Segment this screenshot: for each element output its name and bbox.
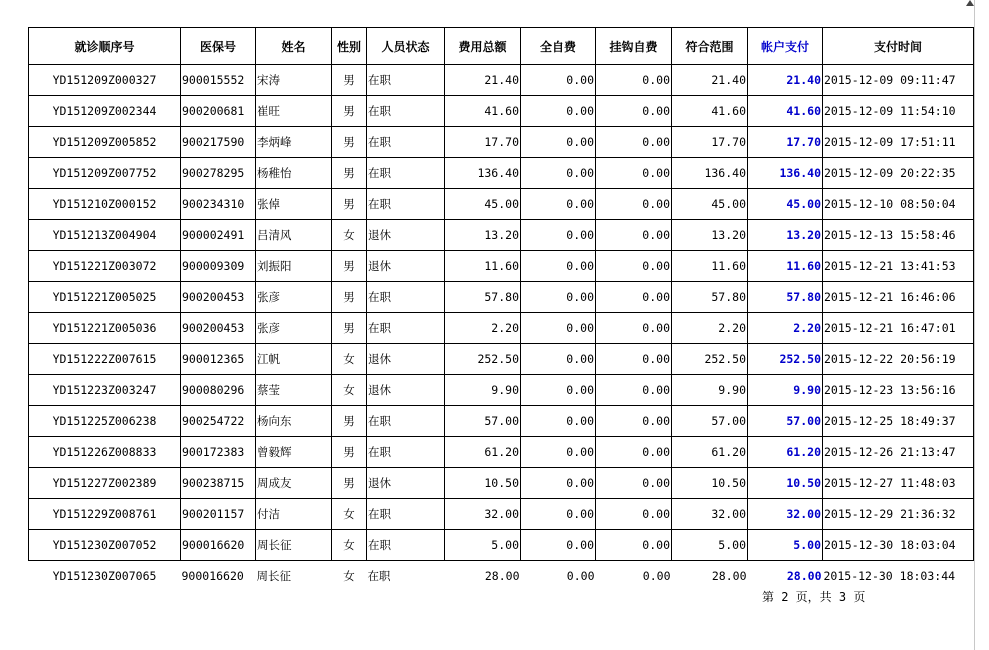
cell-person-status: 在职 [367, 530, 445, 561]
table-row [29, 530, 974, 561]
cell-payment-time: 2015-12-13 15:58:46 [823, 220, 974, 251]
cell-total-cost: 10.50 [445, 468, 521, 499]
cell-gender: 男 [332, 158, 367, 189]
cell-eligible-range: 11.60 [672, 251, 748, 282]
cell-visit-number: YD151229Z008761 [29, 499, 181, 530]
cell-total-cost: 41.60 [445, 96, 521, 127]
cell-payment-time: 2015-12-09 09:11:47 [823, 65, 974, 96]
cell-visit-number: YD151226Z008833 [29, 437, 181, 468]
cell-insurance-number: 900080296 [181, 375, 256, 406]
cell-account-payment: 57.00 [748, 406, 823, 437]
table-row [29, 499, 974, 530]
table-row [29, 189, 974, 220]
cell-account-payment: 9.90 [748, 375, 823, 406]
cell-total-cost: 17.70 [445, 127, 521, 158]
cell-full-self-pay: 0.00 [521, 468, 596, 499]
cell-name: 张倬 [256, 189, 332, 220]
cell-eligible-range: 252.50 [672, 344, 748, 375]
cell-full-self-pay: 0.00 [521, 158, 596, 189]
cell-gender: 男 [332, 251, 367, 282]
cell-name: 蔡莹 [256, 375, 332, 406]
cell-account-payment: 45.00 [748, 189, 823, 220]
cell-visit-number: YD151210Z000152 [29, 189, 181, 220]
cell-insurance-number: 900238715 [181, 468, 256, 499]
cell-linked-self-pay: 0.00 [596, 313, 672, 344]
cell-eligible-range: 9.90 [672, 375, 748, 406]
table-row [29, 375, 974, 406]
header-visit-number: 就诊顺序号 [29, 28, 181, 65]
cell-linked-self-pay: 0.00 [596, 189, 672, 220]
cell-full-self-pay: 0.00 [521, 96, 596, 127]
cell-total-cost: 9.90 [445, 375, 521, 406]
cell-gender: 女 [332, 344, 367, 375]
table-row [29, 561, 974, 592]
cell-eligible-range: 136.40 [672, 158, 748, 189]
header-payment-time: 支付时间 [823, 28, 974, 65]
cell-payment-time: 2015-12-21 13:41:53 [823, 251, 974, 282]
cell-linked-self-pay: 0.00 [596, 96, 672, 127]
cell-linked-self-pay: 0.00 [642, 569, 671, 583]
cell-linked-self-pay: 0.00 [596, 282, 672, 313]
cell-name: 周成友 [256, 468, 332, 499]
cell-person-status: 在职 [367, 127, 445, 158]
cell-gender: 男 [332, 468, 367, 499]
cell-insurance-number: 900172383 [181, 437, 256, 468]
header-full-self-pay: 全自费 [521, 28, 596, 65]
cell-gender: 女 [332, 375, 367, 406]
cell-person-status: 在职 [367, 189, 445, 220]
cell-person-status: 在职 [367, 96, 445, 127]
cell-account-payment: 10.50 [748, 468, 823, 499]
cell-person-status: 在职 [367, 65, 445, 96]
scroll-up-arrow-icon[interactable] [966, 0, 974, 6]
cell-name: 刘振阳 [256, 251, 332, 282]
cell-payment-time: 2015-12-09 17:51:11 [823, 127, 974, 158]
header-account-payment: 帐户支付 [748, 28, 823, 65]
table-row [29, 158, 974, 189]
cell-payment-time: 2015-12-23 13:56:16 [823, 375, 974, 406]
cell-total-cost: 13.20 [445, 220, 521, 251]
cell-full-self-pay: 0.00 [521, 406, 596, 437]
cell-insurance-number: 900234310 [181, 189, 256, 220]
cell-linked-self-pay: 0.00 [596, 344, 672, 375]
cell-account-payment: 13.20 [748, 220, 823, 251]
cell-visit-number: YD151213Z004904 [29, 220, 181, 251]
cell-gender: 男 [332, 406, 367, 437]
cell-eligible-range: 57.00 [672, 406, 748, 437]
cell-full-self-pay: 0.00 [521, 65, 596, 96]
cell-eligible-range: 45.00 [672, 189, 748, 220]
cell-visit-number: YD151230Z007065 [52, 569, 157, 583]
cell-linked-self-pay: 0.00 [596, 406, 672, 437]
cell-insurance-number: 900200453 [181, 313, 256, 344]
cell-gender: 男 [332, 189, 367, 220]
cell-account-payment: 28.00 [786, 569, 822, 583]
cell-visit-number: YD151221Z005036 [29, 313, 181, 344]
cell-insurance-number: 900002491 [181, 220, 256, 251]
cell-name: 杨向东 [256, 406, 332, 437]
cell-insurance-number: 900016620 [181, 530, 256, 561]
table-header-row [29, 28, 974, 65]
cell-gender: 女 [332, 499, 367, 530]
cell-name: 李炳峰 [256, 127, 332, 158]
cell-name: 付洁 [256, 499, 332, 530]
cell-total-cost: 11.60 [445, 251, 521, 282]
cell-eligible-range: 2.20 [672, 313, 748, 344]
cell-person-status: 在职 [367, 499, 445, 530]
cell-name: 杨稚怡 [256, 158, 332, 189]
cell-person-status: 在职 [367, 569, 391, 583]
cell-full-self-pay: 0.00 [521, 499, 596, 530]
cell-name: 江帆 [256, 344, 332, 375]
cell-linked-self-pay: 0.00 [596, 499, 672, 530]
table-row [29, 220, 974, 251]
cell-visit-number: YD151209Z000327 [29, 65, 181, 96]
cell-account-payment: 11.60 [748, 251, 823, 282]
header-linked-self-pay: 挂钩自费 [596, 28, 672, 65]
table-row [29, 406, 974, 437]
cell-visit-number: YD151225Z006238 [29, 406, 181, 437]
cell-total-cost: 252.50 [445, 344, 521, 375]
cell-payment-time: 2015-12-30 18:03:44 [823, 569, 956, 583]
cell-account-payment: 61.20 [748, 437, 823, 468]
cell-payment-time: 2015-12-21 16:46:06 [823, 282, 974, 313]
payment-report-table [28, 27, 974, 591]
cell-name: 周长征 [256, 530, 332, 561]
cell-name: 崔旺 [256, 96, 332, 127]
cell-person-status: 在职 [367, 282, 445, 313]
cell-visit-number: YD151227Z002389 [29, 468, 181, 499]
cell-total-cost: 57.00 [445, 406, 521, 437]
cell-account-payment: 57.80 [748, 282, 823, 313]
cell-total-cost: 136.40 [445, 158, 521, 189]
header-total-cost: 费用总额 [445, 28, 521, 65]
cell-insurance-number: 900016620 [181, 569, 244, 583]
cell-visit-number: YD151230Z007052 [29, 530, 181, 561]
table-row [29, 313, 974, 344]
cell-total-cost: 5.00 [445, 530, 521, 561]
cell-insurance-number: 900200681 [181, 96, 256, 127]
cell-full-self-pay: 0.00 [521, 313, 596, 344]
cell-account-payment: 5.00 [748, 530, 823, 561]
cell-insurance-number: 900254722 [181, 406, 256, 437]
cell-gender: 男 [332, 313, 367, 344]
table-row [29, 344, 974, 375]
cell-visit-number: YD151209Z007752 [29, 158, 181, 189]
cell-linked-self-pay: 0.00 [596, 530, 672, 561]
header-eligible-range: 符合范围 [672, 28, 748, 65]
cell-person-status: 退休 [367, 251, 445, 282]
cell-eligible-range: 10.50 [672, 468, 748, 499]
cell-eligible-range: 21.40 [672, 65, 748, 96]
cell-eligible-range: 57.80 [672, 282, 748, 313]
cell-insurance-number: 900278295 [181, 158, 256, 189]
cell-person-status: 在职 [367, 313, 445, 344]
cell-person-status: 在职 [367, 406, 445, 437]
cell-account-payment: 32.00 [748, 499, 823, 530]
cell-visit-number: YD151209Z005852 [29, 127, 181, 158]
cell-name: 宋涛 [256, 65, 332, 96]
cell-insurance-number: 900009309 [181, 251, 256, 282]
cell-eligible-range: 17.70 [672, 127, 748, 158]
cell-visit-number: YD151209Z002344 [29, 96, 181, 127]
cell-eligible-range: 41.60 [672, 96, 748, 127]
cell-gender: 男 [332, 127, 367, 158]
cell-linked-self-pay: 0.00 [596, 468, 672, 499]
cell-name: 张彦 [256, 282, 332, 313]
cell-gender: 男 [332, 96, 367, 127]
header-gender: 性别 [332, 28, 367, 65]
cell-total-cost: 61.20 [445, 437, 521, 468]
cell-payment-time: 2015-12-25 18:49:37 [823, 406, 974, 437]
cell-total-cost: 32.00 [445, 499, 521, 530]
cell-account-payment: 2.20 [748, 313, 823, 344]
header-name: 姓名 [256, 28, 332, 65]
cell-insurance-number: 900015552 [181, 65, 256, 96]
header-person-status: 人员状态 [367, 28, 445, 65]
cell-eligible-range: 61.20 [672, 437, 748, 468]
cell-visit-number: YD151221Z005025 [29, 282, 181, 313]
cell-full-self-pay: 0.00 [521, 189, 596, 220]
cell-full-self-pay: 0.00 [521, 375, 596, 406]
cell-gender: 女 [332, 530, 367, 561]
cell-eligible-range: 5.00 [672, 530, 748, 561]
cell-payment-time: 2015-12-29 21:36:32 [823, 499, 974, 530]
cell-linked-self-pay: 0.00 [596, 127, 672, 158]
cell-visit-number: YD151222Z007615 [29, 344, 181, 375]
cell-total-cost: 57.80 [445, 282, 521, 313]
cell-account-payment: 136.40 [748, 158, 823, 189]
cell-payment-time: 2015-12-26 21:13:47 [823, 437, 974, 468]
cell-person-status: 退休 [367, 220, 445, 251]
cell-account-payment: 41.60 [748, 96, 823, 127]
cell-payment-time: 2015-12-21 16:47:01 [823, 313, 974, 344]
cell-eligible-range: 28.00 [711, 569, 747, 583]
cell-full-self-pay: 0.00 [521, 530, 596, 561]
cell-account-payment: 21.40 [748, 65, 823, 96]
cell-full-self-pay: 0.00 [566, 569, 595, 583]
cell-account-payment: 252.50 [748, 344, 823, 375]
cell-visit-number: YD151221Z003072 [29, 251, 181, 282]
header-insurance-number: 医保号 [181, 28, 256, 65]
cell-full-self-pay: 0.00 [521, 220, 596, 251]
cell-visit-number: YD151223Z003247 [29, 375, 181, 406]
cell-total-cost: 28.00 [484, 569, 520, 583]
cell-linked-self-pay: 0.00 [596, 375, 672, 406]
cell-total-cost: 45.00 [445, 189, 521, 220]
cell-linked-self-pay: 0.00 [596, 251, 672, 282]
table-row [29, 437, 974, 468]
cell-account-payment: 17.70 [748, 127, 823, 158]
page-indicator: 第 2 页，共 3 页 [762, 590, 866, 604]
cell-full-self-pay: 0.00 [521, 251, 596, 282]
cell-gender: 女 [343, 569, 355, 583]
cell-gender: 男 [332, 65, 367, 96]
cell-name: 周长征 [256, 569, 291, 583]
cell-gender: 男 [332, 282, 367, 313]
table-row [29, 127, 974, 158]
cell-full-self-pay: 0.00 [521, 127, 596, 158]
cell-gender: 女 [332, 220, 367, 251]
table-row [29, 251, 974, 282]
cell-payment-time: 2015-12-27 11:48:03 [823, 468, 974, 499]
cell-insurance-number: 900201157 [181, 499, 256, 530]
cell-full-self-pay: 0.00 [521, 344, 596, 375]
cell-insurance-number: 900012365 [181, 344, 256, 375]
cell-payment-time: 2015-12-30 18:03:04 [823, 530, 974, 561]
cell-full-self-pay: 0.00 [521, 437, 596, 468]
cell-total-cost: 21.40 [445, 65, 521, 96]
cell-eligible-range: 32.00 [672, 499, 748, 530]
cell-linked-self-pay: 0.00 [596, 158, 672, 189]
cell-gender: 男 [332, 437, 367, 468]
cell-name: 曾毅辉 [256, 437, 332, 468]
cell-person-status: 在职 [367, 158, 445, 189]
cell-person-status: 退休 [367, 344, 445, 375]
table-body [29, 65, 974, 592]
cell-payment-time: 2015-12-09 20:22:35 [823, 158, 974, 189]
cell-eligible-range: 13.20 [672, 220, 748, 251]
cell-person-status: 在职 [367, 437, 445, 468]
table-row [29, 282, 974, 313]
cell-full-self-pay: 0.00 [521, 282, 596, 313]
cell-name: 吕清风 [256, 220, 332, 251]
table-row [29, 65, 974, 96]
cell-linked-self-pay: 0.00 [596, 220, 672, 251]
cell-insurance-number: 900200453 [181, 282, 256, 313]
table-row [29, 96, 974, 127]
cell-person-status: 退休 [367, 375, 445, 406]
cell-insurance-number: 900217590 [181, 127, 256, 158]
cell-linked-self-pay: 0.00 [596, 65, 672, 96]
cell-payment-time: 2015-12-09 11:54:10 [823, 96, 974, 127]
cell-name: 张彦 [256, 313, 332, 344]
cell-total-cost: 2.20 [445, 313, 521, 344]
cell-person-status: 退休 [367, 468, 445, 499]
table-row [29, 468, 974, 499]
cell-payment-time: 2015-12-22 20:56:19 [823, 344, 974, 375]
cell-linked-self-pay: 0.00 [596, 437, 672, 468]
cell-payment-time: 2015-12-10 08:50:04 [823, 189, 974, 220]
